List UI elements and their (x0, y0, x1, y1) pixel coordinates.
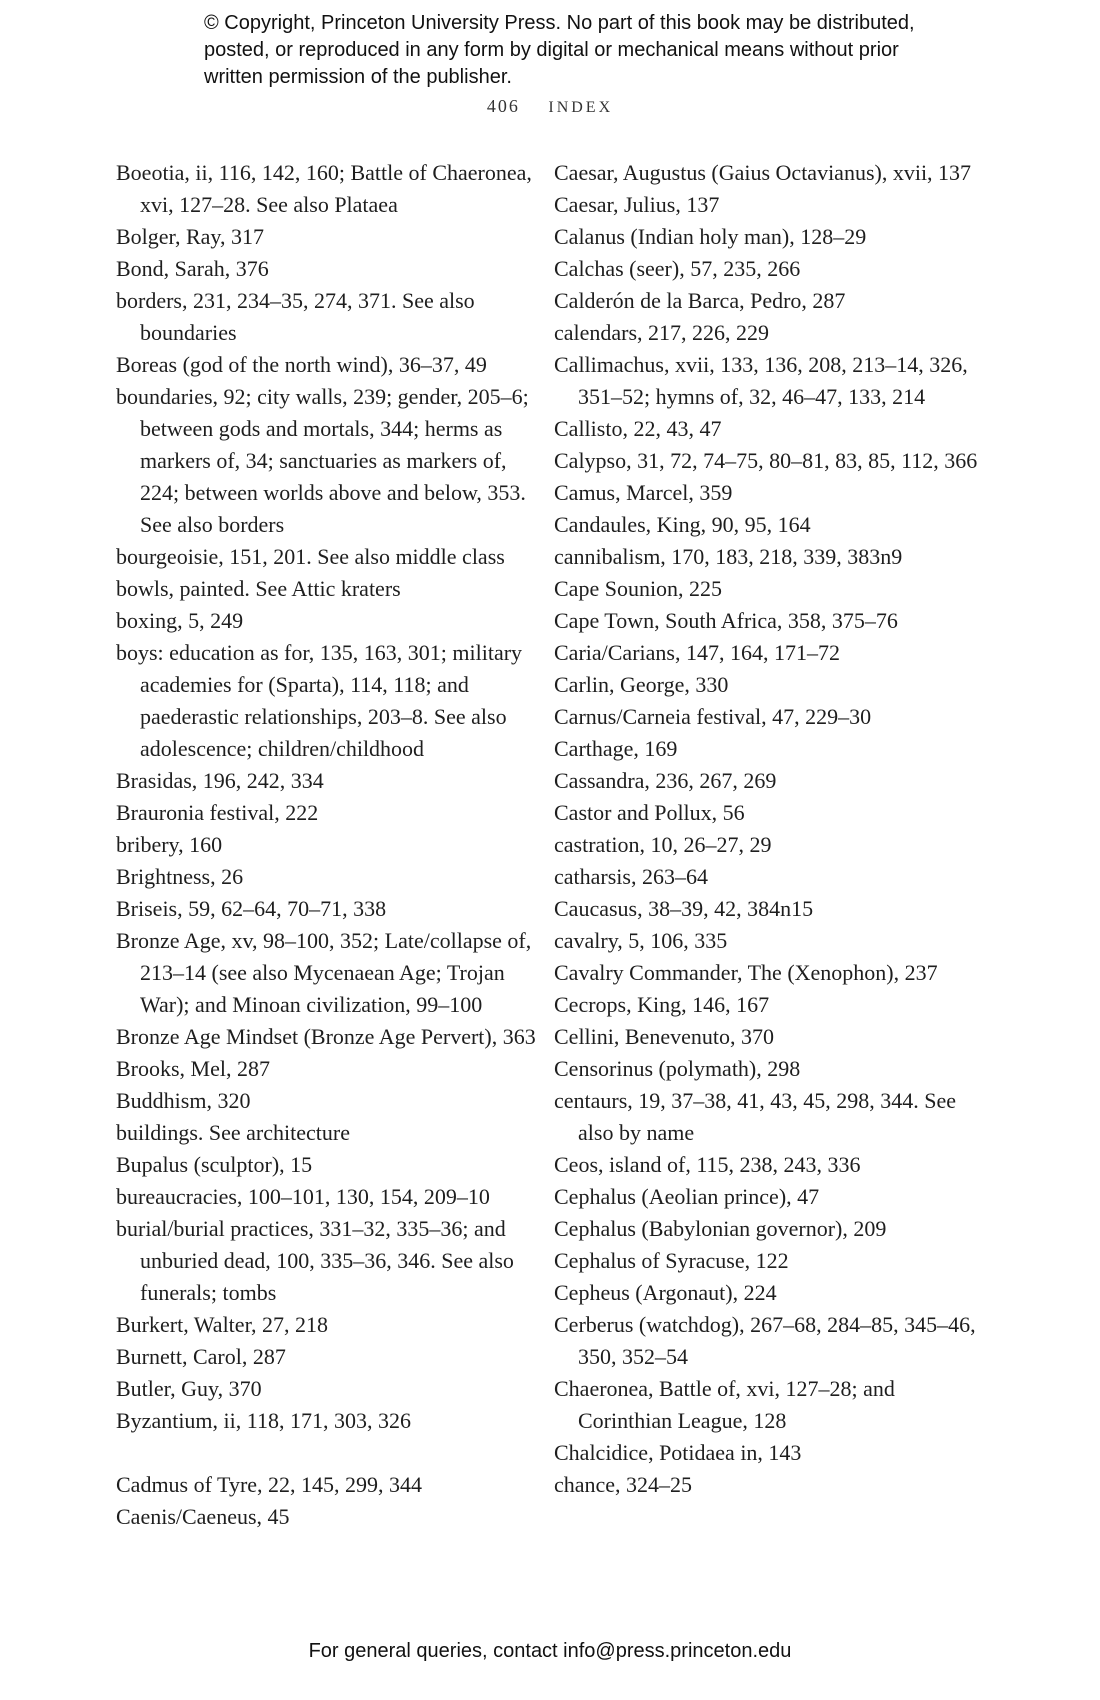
index-entry: Briseis, 59, 62–64, 70–71, 338 (116, 896, 387, 921)
letter-group-gap (116, 1437, 536, 1469)
index-entry: Callimachus, xvii, 133, 136, 208, 213–14, 326, 351–52; hymns of, 32, 46–47, 133, 214 (554, 352, 968, 409)
index-entry: Burkert, Walter, 27, 218 (116, 1312, 329, 1337)
index-entry: Caesar, Augustus (Gaius Octavianus), xvii, 137 (554, 160, 972, 185)
index-entry: Bond, Sarah, 376 (116, 256, 269, 281)
index-entry: Calypso, 31, 72, 74–75, 80–81, 83, 85, 112, 366 (554, 448, 978, 473)
index-entry: Cephalus (Aeolian prince), 47 (554, 1184, 820, 1209)
index-entry: Brauronia festival, 222 (116, 800, 319, 825)
index-entry: bribery, 160 (116, 832, 223, 857)
index-entry: Cape Town, South Africa, 358, 375–76 (554, 608, 898, 633)
index-entry: Burnett, Carol, 287 (116, 1344, 286, 1369)
index-entry: Boeotia, ii, 116, 142, 160; Battle of Chaeronea, xvi, 127–28. See also Plataea (116, 160, 532, 217)
index-entry: Cape Sounion, 225 (554, 576, 723, 601)
index-entry: cavalry, 5, 106, 335 (554, 928, 728, 953)
index-entry: Cavalry Commander, The (Xenophon), 237 (554, 960, 938, 985)
index-entry: Cerberus (watchdog), 267–68, 284–85, 345–46, 350, 352–54 (554, 1312, 976, 1369)
index-entry: centaurs, 19, 37–38, 41, 43, 45, 298, 344. See also by name (554, 1088, 957, 1145)
index-entry: Cephalus of Syracuse, 122 (554, 1248, 789, 1273)
index-entry: Butler, Guy, 370 (116, 1376, 262, 1401)
copyright-notice: © Copyright, Princeton University Press. No part of this book may be distributed, posted, or reproduced in any form by digital or mechanical means without prior written permission of the publisher. (204, 12, 915, 88)
index-entry: boundaries, 92; city walls, 239; gender, 205–6; between gods and mortals, 344; herms as markers of, 34; sanctuaries as markers of, 224; between worlds above and below, 353. See also borders (116, 384, 529, 537)
index-entry: cannibalism, 170, 183, 218, 339, 383n9 (554, 544, 903, 569)
index-entry: Bronze Age Mindset (Bronze Age Pervert), 363 (116, 1024, 536, 1049)
index-entry: Caenis/Caeneus, 45 (116, 1504, 290, 1529)
index-entry: Cecrops, King, 146, 167 (554, 992, 770, 1017)
index-entry: bowls, painted. See Attic kraters (116, 576, 401, 601)
index-entry: Callisto, 22, 43, 47 (554, 416, 722, 441)
index-column-left (116, 157, 536, 1533)
index-entry: Calchas (seer), 57, 235, 266 (554, 256, 801, 281)
index-entry: borders, 231, 234–35, 274, 371. See also boundaries (116, 288, 475, 345)
index-entry: Chaeronea, Battle of, xvi, 127–28; and Corinthian League, 128 (554, 1376, 895, 1433)
index-entry: Caria/Carians, 147, 164, 171–72 (554, 640, 840, 665)
index-entry: castration, 10, 26–27, 29 (554, 832, 772, 857)
index-entry: Bupalus (sculptor), 15 (116, 1152, 313, 1177)
index-entry: Bronze Age, xv, 98–100, 352; Late/collapse of, 213–14 (see also Mycenaean Age; Trojan War); and Minoan civilization, 99–100 (116, 928, 532, 1017)
index-entry: boys: education as for, 135, 163, 301; military academies for (Sparta), 114, 118; and paederastic relationships, 203–8. See also adolescence; children/childhood (116, 640, 523, 761)
index-entry: Camus, Marcel, 359 (554, 480, 733, 505)
index-entry: calendars, 217, 226, 229 (554, 320, 770, 345)
index-entry: Buddhism, 320 (116, 1088, 251, 1113)
index-entry: Cadmus of Tyre, 22, 145, 299, 344 (116, 1472, 423, 1497)
contact-footer: For general queries, contact info@press.princeton.edu (308, 1640, 792, 1662)
index-column-right (554, 157, 994, 1501)
index-entry: Carnus/Carneia festival, 47, 229–30 (554, 704, 872, 729)
index-entry: catharsis, 263–64 (554, 864, 708, 889)
index-entry: Caesar, Julius, 137 (554, 192, 720, 217)
index-entry: chance, 324–25 (554, 1472, 693, 1497)
index-entry: Calderón de la Barca, Pedro, 287 (554, 288, 846, 313)
index-entry: Brasidas, 196, 242, 334 (116, 768, 324, 793)
index-entry: Candaules, King, 90, 95, 164 (554, 512, 811, 537)
index-entry: Cassandra, 236, 267, 269 (554, 768, 777, 793)
index-entry: Castor and Pollux, 56 (554, 800, 745, 825)
index-entry: Caucasus, 38–39, 42, 384n15 (554, 896, 814, 921)
index-entry: burial/burial practices, 331–32, 335–36; and unburied dead, 100, 335–36, 346. See also funerals; tombs (116, 1216, 514, 1305)
index-entry: Bolger, Ray, 317 (116, 224, 265, 249)
index-entry: Carthage, 169 (554, 736, 678, 761)
index-entry: Brightness, 26 (116, 864, 244, 889)
index-entry: buildings. See architecture (116, 1120, 350, 1145)
index-entry: Boreas (god of the north wind), 36–37, 49 (116, 352, 487, 377)
index-entry: Censorinus (polymath), 298 (554, 1056, 801, 1081)
index-entry: Chalcidice, Potidaea in, 143 (554, 1440, 802, 1465)
index-entry: Calanus (Indian holy man), 128–29 (554, 224, 867, 249)
index-entry: Cepheus (Argonaut), 224 (554, 1280, 777, 1305)
running-head (0, 96, 1100, 117)
index-entry: Byzantium, ii, 118, 171, 303, 326 (116, 1408, 411, 1433)
index-entry: Carlin, George, 330 (554, 672, 729, 697)
index-entry: Ceos, island of, 115, 238, 243, 336 (554, 1152, 861, 1177)
index-entry: Cellini, Benevenuto, 370 (554, 1024, 774, 1049)
index-entry: Brooks, Mel, 287 (116, 1056, 270, 1081)
index-entry: bureaucracies, 100–101, 130, 154, 209–10 (116, 1184, 490, 1209)
index-entry: Cephalus (Babylonian governor), 209 (554, 1216, 887, 1241)
section-title: INDEX (548, 99, 614, 116)
index-entry: bourgeoisie, 151, 201. See also middle class (116, 544, 505, 569)
page-number: 406 (486, 96, 520, 116)
index-entry: boxing, 5, 249 (116, 608, 244, 633)
